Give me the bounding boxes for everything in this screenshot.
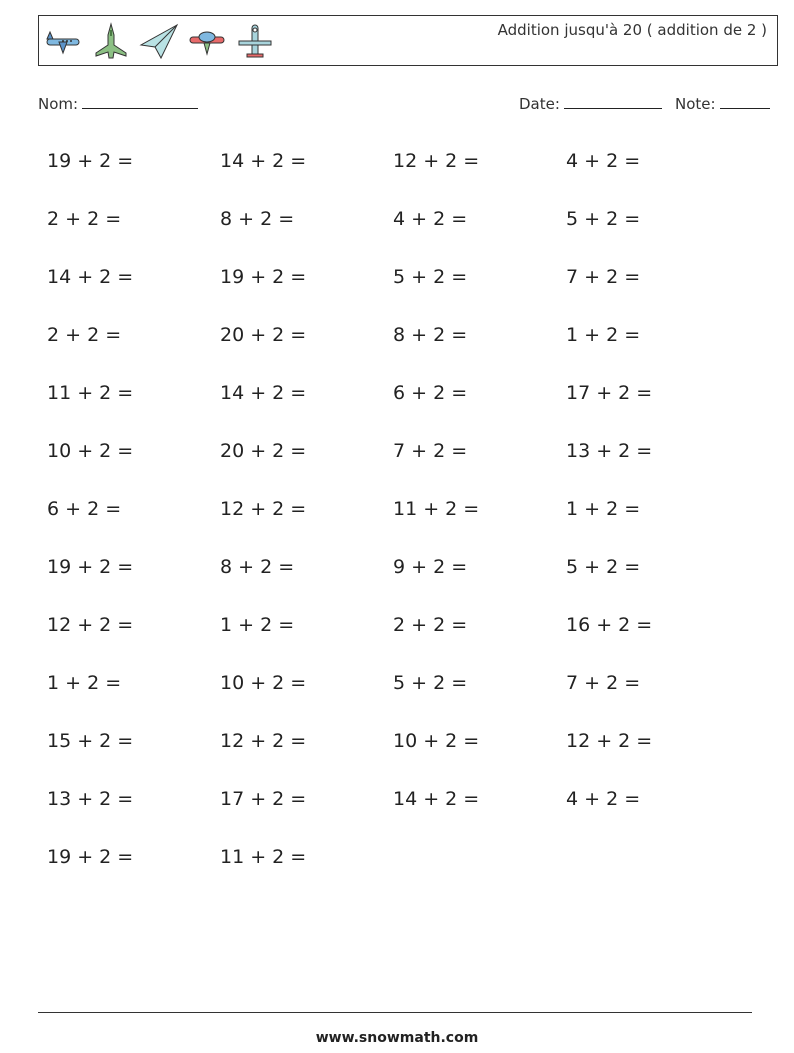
problem-item: 5 + 2 =	[566, 208, 641, 230]
paper-plane-icon	[137, 21, 181, 61]
problem-item: 13 + 2 =	[47, 788, 134, 810]
propeller-plane-icon	[185, 21, 229, 61]
problem-item: 14 + 2 =	[220, 150, 307, 172]
problem-item: 14 + 2 =	[47, 266, 134, 288]
problem-item: 1 + 2 =	[566, 324, 641, 346]
problem-item: 8 + 2 =	[220, 556, 295, 578]
small-plane-icon	[233, 21, 277, 61]
problem-item: 5 + 2 =	[393, 672, 468, 694]
airliner-icon	[41, 21, 85, 61]
problem-item: 9 + 2 =	[393, 556, 468, 578]
problem-item: 20 + 2 =	[220, 440, 307, 462]
problem-item: 1 + 2 =	[220, 614, 295, 636]
problem-item: 11 + 2 =	[220, 846, 307, 868]
problem-item: 19 + 2 =	[220, 266, 307, 288]
footer-website: www.snowmath.com	[315, 1030, 479, 1046]
problem-item: 19 + 2 =	[47, 556, 134, 578]
date-field	[519, 94, 662, 113]
problem-item: 4 + 2 =	[393, 208, 468, 230]
problem-item: 17 + 2 =	[220, 788, 307, 810]
name-line[interactable]	[82, 94, 198, 109]
date-label: Date:	[519, 95, 560, 113]
problem-item: 12 + 2 =	[220, 498, 307, 520]
problem-item: 13 + 2 =	[566, 440, 653, 462]
problem-item: 2 + 2 =	[47, 324, 122, 346]
name-label: Nom:	[38, 95, 79, 113]
fighter-jet-icon	[89, 21, 133, 61]
icon-strip	[41, 21, 277, 61]
problem-item: 5 + 2 =	[566, 556, 641, 578]
problem-item: 12 + 2 =	[47, 614, 134, 636]
problem-item: 11 + 2 =	[47, 382, 134, 404]
problem-grid	[47, 146, 739, 900]
problem-item: 4 + 2 =	[566, 788, 641, 810]
problem-item: 10 + 2 =	[47, 440, 134, 462]
problem-item: 14 + 2 =	[220, 382, 307, 404]
problem-item: 17 + 2 =	[566, 382, 653, 404]
problem-item: 19 + 2 =	[47, 150, 134, 172]
problem-item: 8 + 2 =	[220, 208, 295, 230]
header-box	[38, 15, 778, 66]
problem-item: 1 + 2 =	[566, 498, 641, 520]
note-field	[675, 94, 770, 113]
problem-item: 7 + 2 =	[393, 440, 468, 462]
problem-item: 10 + 2 =	[220, 672, 307, 694]
problem-item: 7 + 2 =	[566, 266, 641, 288]
problem-item: 12 + 2 =	[393, 150, 480, 172]
problem-item: 7 + 2 =	[566, 672, 641, 694]
problem-item: 19 + 2 =	[47, 846, 134, 868]
footer-divider	[38, 1012, 752, 1013]
problem-item: 12 + 2 =	[220, 730, 307, 752]
problem-item: 2 + 2 =	[47, 208, 122, 230]
problem-item: 12 + 2 =	[566, 730, 653, 752]
problem-item: 2 + 2 =	[393, 614, 468, 636]
date-line[interactable]	[564, 94, 662, 109]
note-line[interactable]	[720, 94, 770, 109]
problem-item: 16 + 2 =	[566, 614, 653, 636]
problem-item: 11 + 2 =	[393, 498, 480, 520]
problem-item: 4 + 2 =	[566, 150, 641, 172]
problem-item: 6 + 2 =	[47, 498, 122, 520]
problem-item: 6 + 2 =	[393, 382, 468, 404]
problem-item: 1 + 2 =	[47, 672, 122, 694]
problem-item: 8 + 2 =	[393, 324, 468, 346]
name-field	[38, 94, 198, 113]
problem-item: 10 + 2 =	[393, 730, 480, 752]
problem-item: 5 + 2 =	[393, 266, 468, 288]
worksheet-title: Addition jusqu'à 20 ( addition de 2 )	[497, 21, 767, 39]
problem-item: 14 + 2 =	[393, 788, 480, 810]
note-label: Note:	[675, 95, 716, 113]
problem-item: 15 + 2 =	[47, 730, 134, 752]
problem-item: 20 + 2 =	[220, 324, 307, 346]
